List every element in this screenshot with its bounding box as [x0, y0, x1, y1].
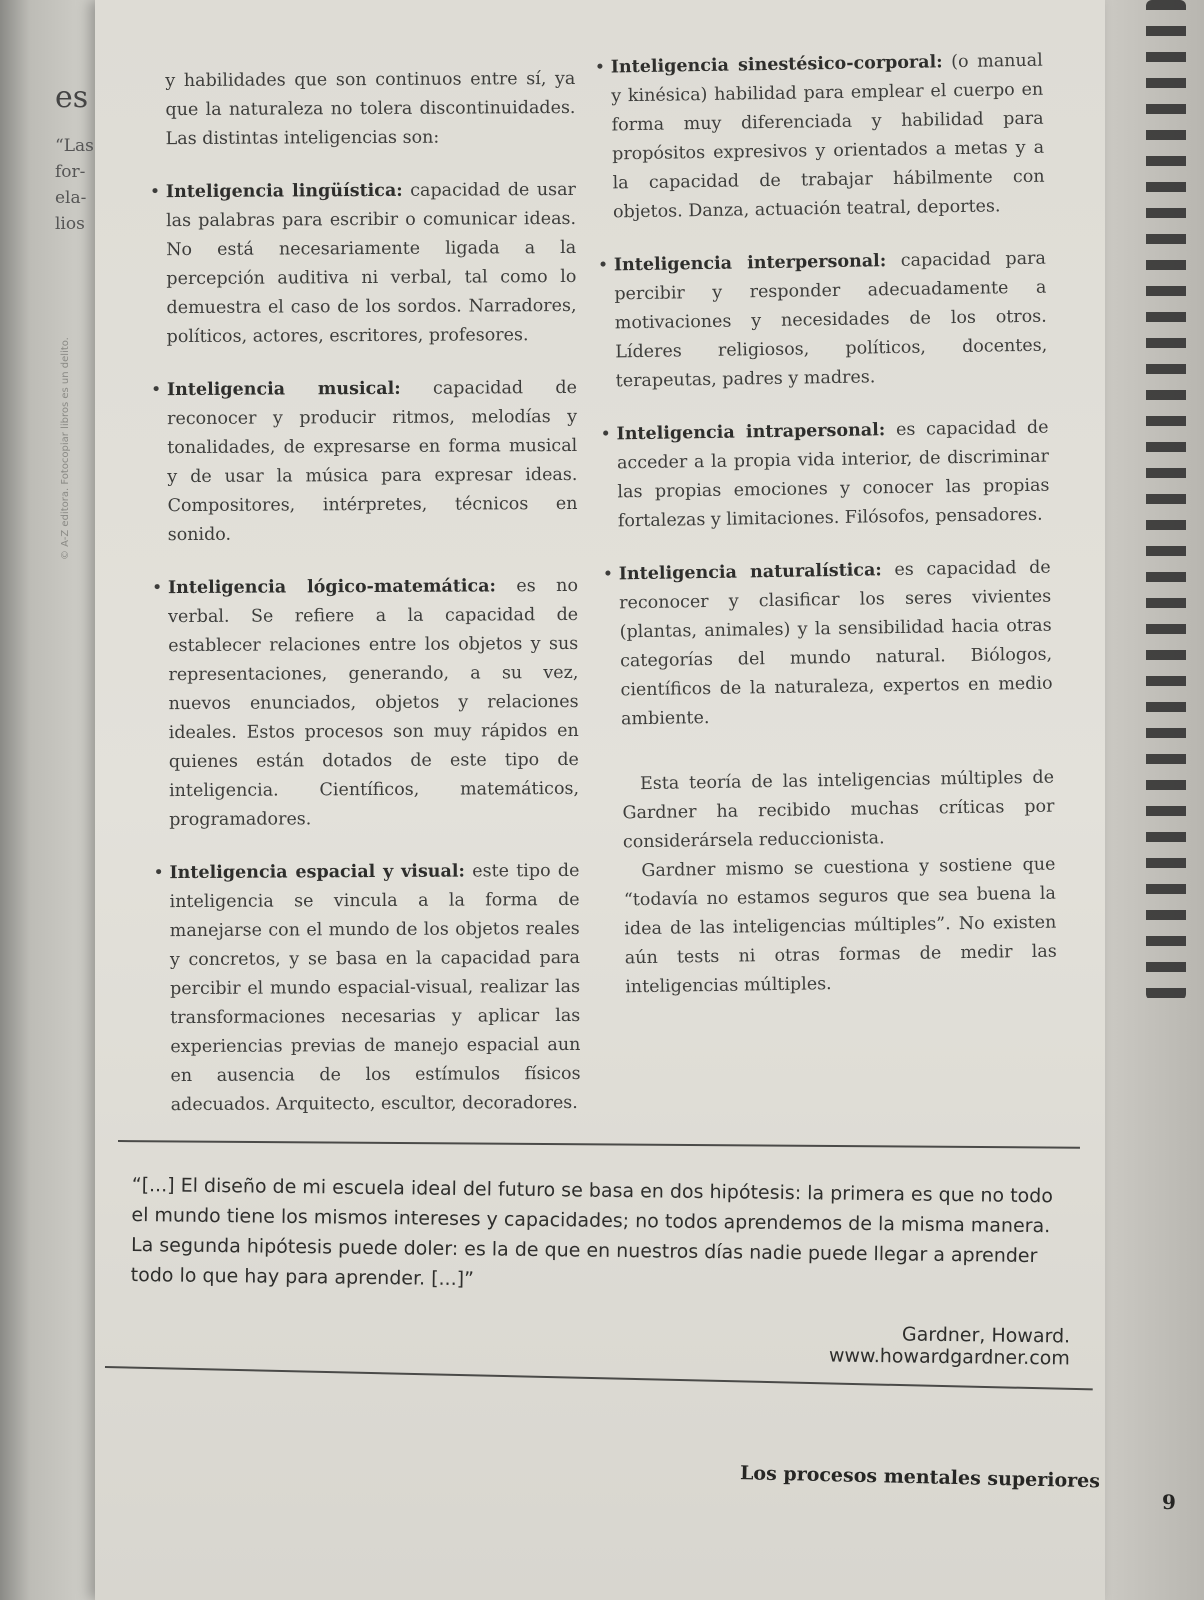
list-item: [150, 374, 578, 550]
running-footer-title: Los procesos mentales superiores: [739, 1462, 1101, 1493]
item-text: capacidad de usar las palabras para escribir o comunicar ideas. No está necesariamente ligada a la percepción auditiva ni verbal, tal como lo demuestra el caso de los sordos. Narradores, políticos, actores, escritores, profesores.: [166, 179, 577, 348]
list-item: [600, 414, 1050, 537]
bullet-icon: •: [600, 424, 612, 445]
item-text: capacidad para percibir y responder adecuadamente a motivaciones y necesidades de los otros. Líderes religiosos, políticos, docentes, terapeutas, padres y madres.: [614, 248, 1048, 392]
item-term: Inteligencia espacial y visual:: [169, 861, 465, 884]
item-text: es capacidad de acceder a la propia vida interior, de discriminar las propias emociones y conocer las propias fortalezas y limitaciones. Filósofos, pensadores.: [616, 417, 1050, 532]
facing-page-heading: es: [55, 80, 89, 115]
list-item: [151, 572, 580, 835]
body-paragraph: Gardner mismo se cuestiona y sostiene que “todavía no estamos seguros que sea buena la idea de las inteligencias múltiples”. No existen aún tests ni otras formas de medir las inteligencias múltiples.: [623, 854, 1057, 998]
bullet-icon: •: [151, 578, 163, 599]
item-text: (o manual y kinésica) habilidad para emplear el cuerpo en forma muy diferenciada y habilidad para propósitos expresivos y orientados a metas y a la capacidad de trabajar hábilmente con objetos. Danza, actuación teatral, deportes.: [611, 50, 1045, 223]
facing-page-line: lios: [55, 214, 85, 234]
list-item: [597, 245, 1048, 397]
spiral-binding: [1146, 0, 1186, 1000]
body-paragraph: Esta teoría de las inteligencias múltiples de Gardner ha recibido muchas críticas por considerársela reduccionista.: [622, 767, 1055, 853]
item-term: Inteligencia sinestésico-corporal:: [610, 52, 943, 78]
copyright-notice: © A-Z editora. Fotocopiar libros es un delito.: [60, 337, 71, 560]
gardner-quote: “[...] El diseño de mi escuela ideal del futuro se basa en dos hipótesis: la primera es que no todo el mundo tiene los mismos intereses y capacidades; no todos aprendemos de la misma manera. La segunda hipótesis puede doler: es la de que en nuestros días nadie puede llegar a aprender todo lo que hay para aprender. [...]”: [130, 1173, 1054, 1291]
bullet-icon: •: [150, 380, 162, 401]
list-item: [149, 176, 577, 352]
item-text: es capacidad de reconocer y clasificar los seres vivientes (plantas, animales) y la sensibilidad hacia otras categorías del mundo natural. Biólogos, científicos de la naturaleza, expertos en medio ambiente.: [619, 557, 1053, 730]
list-item: [594, 47, 1046, 228]
facing-page-text: [55, 80, 115, 237]
item-term: Inteligencia intrapersonal:: [616, 420, 886, 445]
facing-page-line: for-: [55, 162, 86, 182]
facing-page-line: “Las: [55, 136, 94, 156]
intro-paragraph: y habilidades que son continuos entre sí, ya que la naturaleza no tolera discontinuidades. Las distintas inteligencias son:: [165, 68, 576, 150]
page-number: 9: [1162, 1490, 1176, 1514]
facing-page-line: ela-: [55, 188, 87, 208]
list-item: [153, 857, 581, 1120]
left-column: [149, 65, 581, 1120]
item-term: Inteligencia lógico-matemática:: [167, 576, 497, 599]
bullet-icon: •: [597, 255, 609, 276]
item-term: Inteligencia naturalística:: [618, 560, 882, 585]
quote-source: Gardner, Howard. www.howardgardner.com: [828, 1323, 1071, 1370]
bullet-icon: •: [594, 57, 606, 78]
item-text: es no verbal. Se refiere a la capacidad de establecer relaciones entre los objetos y sus representaciones, generando, a su vez, nuevos enunciados, objetos y relaciones ideales. Estos procesos son muy rápidos en quienes están dotados de este tipo de inteligencia. Científicos, matemáticos, programadores.: [168, 575, 580, 831]
item-text: capacidad de reconocer y producir ritmos, melodías y tonalidades, de expresarse en forma musical y de usar la música para expresar ideas. Compositores, intérpretes, técnicos en sonido.: [167, 377, 578, 546]
bullet-icon: •: [153, 863, 164, 884]
item-term: Inteligencia interpersonal:: [613, 251, 887, 276]
list-item: [602, 554, 1054, 735]
item-term: Inteligencia musical:: [166, 378, 401, 401]
item-term: Inteligencia lingüística:: [165, 180, 403, 203]
bullet-icon: •: [602, 564, 614, 585]
right-column: [594, 47, 1058, 1003]
bullet-icon: •: [149, 182, 161, 203]
item-text: este tipo de inteligencia se vincula a la forma de manejarse con el mundo de los objetos reales y concretos, y se basa en la capacidad para percibir el mundo espacial-visual, realizar las transformaciones necesarias y aplicar las experiencias previas de manejo espacial aun en ausencia de los estímulos físicos adecuados. Arquitecto, escultor, decoradores.: [169, 860, 581, 1116]
